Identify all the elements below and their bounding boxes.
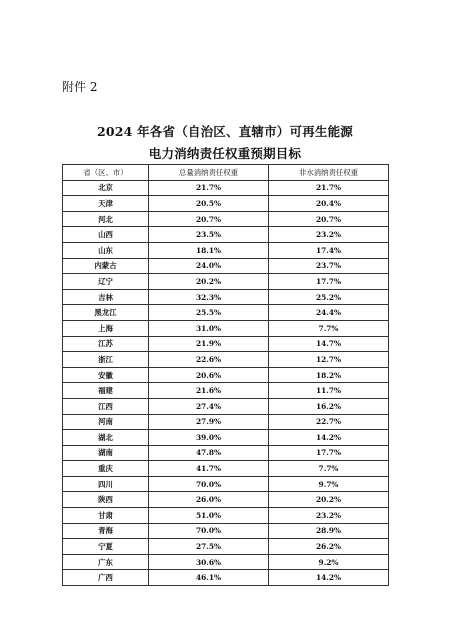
cell-province: 湖北 xyxy=(63,430,149,446)
document-title-line1: 2024 年各省（自治区、直辖市）可再生能源 xyxy=(96,124,354,139)
table-row xyxy=(63,414,389,430)
header-province: 省（区、市） xyxy=(63,165,149,181)
table-row xyxy=(63,523,389,539)
cell-nonhydro-weight: 20.4% xyxy=(269,196,389,212)
table-row xyxy=(63,196,389,212)
table-row xyxy=(63,539,389,555)
table-row xyxy=(63,320,389,336)
cell-nonhydro-weight: 20.2% xyxy=(269,492,389,508)
cell-nonhydro-weight: 22.7% xyxy=(269,414,389,430)
cell-province: 山东 xyxy=(63,242,149,258)
cell-province: 安徽 xyxy=(63,367,149,383)
cell-total-weight: 30.6% xyxy=(149,554,269,570)
cell-total-weight: 20.5% xyxy=(149,196,269,212)
quota-table xyxy=(62,164,389,586)
cell-total-weight: 23.5% xyxy=(149,227,269,243)
cell-province: 宁夏 xyxy=(63,539,149,555)
cell-province: 陕西 xyxy=(63,492,149,508)
cell-total-weight: 39.0% xyxy=(149,430,269,446)
table-row xyxy=(63,398,389,414)
table-row xyxy=(63,289,389,305)
cell-total-weight: 41.7% xyxy=(149,461,269,477)
cell-nonhydro-weight: 24.4% xyxy=(269,305,389,321)
cell-nonhydro-weight: 17.4% xyxy=(269,242,389,258)
table-row xyxy=(63,554,389,570)
cell-province: 吉林 xyxy=(63,289,149,305)
table-row xyxy=(63,258,389,274)
cell-total-weight: 20.7% xyxy=(149,211,269,227)
table-body xyxy=(63,180,389,585)
cell-province: 福建 xyxy=(63,383,149,399)
cell-nonhydro-weight: 23.7% xyxy=(269,258,389,274)
table-row xyxy=(63,383,389,399)
header-nonhydro-weight: 非水消纳责任权重 xyxy=(269,165,389,181)
cell-nonhydro-weight: 16.2% xyxy=(269,398,389,414)
cell-province: 广东 xyxy=(63,554,149,570)
cell-total-weight: 18.1% xyxy=(149,242,269,258)
cell-nonhydro-weight: 12.7% xyxy=(269,352,389,368)
cell-nonhydro-weight: 7.7% xyxy=(269,461,389,477)
table-row xyxy=(63,242,389,258)
cell-province: 河南 xyxy=(63,414,149,430)
cell-province: 山西 xyxy=(63,227,149,243)
cell-province: 甘肃 xyxy=(63,508,149,524)
cell-total-weight: 21.6% xyxy=(149,383,269,399)
attachment-label: 附件 2 xyxy=(62,80,98,94)
cell-total-weight: 21.9% xyxy=(149,336,269,352)
cell-nonhydro-weight: 23.2% xyxy=(269,508,389,524)
cell-province: 河北 xyxy=(63,211,149,227)
cell-nonhydro-weight: 9.2% xyxy=(269,554,389,570)
cell-total-weight: 47.8% xyxy=(149,445,269,461)
cell-province: 浙江 xyxy=(63,352,149,368)
table-row xyxy=(63,367,389,383)
cell-nonhydro-weight: 17.7% xyxy=(269,445,389,461)
cell-nonhydro-weight: 28.9% xyxy=(269,523,389,539)
document-title-line2: 电力消纳责任权重预期目标 xyxy=(148,146,302,161)
cell-nonhydro-weight: 20.7% xyxy=(269,211,389,227)
cell-total-weight: 70.0% xyxy=(149,476,269,492)
cell-province: 四川 xyxy=(63,476,149,492)
table-row xyxy=(63,352,389,368)
cell-total-weight: 51.0% xyxy=(149,508,269,524)
cell-total-weight: 24.0% xyxy=(149,258,269,274)
cell-province: 天津 xyxy=(63,196,149,212)
table-row xyxy=(63,180,389,196)
table-row xyxy=(63,430,389,446)
cell-nonhydro-weight: 14.7% xyxy=(269,336,389,352)
cell-nonhydro-weight: 21.7% xyxy=(269,180,389,196)
cell-province: 重庆 xyxy=(63,461,149,477)
cell-province: 北京 xyxy=(63,180,149,196)
cell-nonhydro-weight: 26.2% xyxy=(269,539,389,555)
cell-total-weight: 27.9% xyxy=(149,414,269,430)
cell-nonhydro-weight: 23.2% xyxy=(269,227,389,243)
cell-nonhydro-weight: 14.2% xyxy=(269,430,389,446)
cell-total-weight: 27.5% xyxy=(149,539,269,555)
cell-total-weight: 31.0% xyxy=(149,320,269,336)
cell-total-weight: 22.6% xyxy=(149,352,269,368)
cell-total-weight: 25.5% xyxy=(149,305,269,321)
cell-total-weight: 27.4% xyxy=(149,398,269,414)
cell-total-weight: 20.2% xyxy=(149,274,269,290)
table-row xyxy=(63,476,389,492)
cell-province: 江西 xyxy=(63,398,149,414)
table-row xyxy=(63,492,389,508)
cell-province: 辽宁 xyxy=(63,274,149,290)
cell-nonhydro-weight: 14.2% xyxy=(269,570,389,586)
cell-total-weight: 26.0% xyxy=(149,492,269,508)
cell-province: 江苏 xyxy=(63,336,149,352)
cell-province: 青海 xyxy=(63,523,149,539)
table-row xyxy=(63,305,389,321)
cell-nonhydro-weight: 7.7% xyxy=(269,320,389,336)
cell-province: 广西 xyxy=(63,570,149,586)
table-row xyxy=(63,461,389,477)
table-row xyxy=(63,508,389,524)
cell-nonhydro-weight: 9.7% xyxy=(269,476,389,492)
cell-nonhydro-weight: 11.7% xyxy=(269,383,389,399)
cell-nonhydro-weight: 17.7% xyxy=(269,274,389,290)
cell-total-weight: 46.1% xyxy=(149,570,269,586)
cell-province: 内蒙古 xyxy=(63,258,149,274)
cell-province: 黑龙江 xyxy=(63,305,149,321)
cell-total-weight: 32.3% xyxy=(149,289,269,305)
header-total-weight: 总量消纳责任权重 xyxy=(149,165,269,181)
table-row xyxy=(63,336,389,352)
table-header-row xyxy=(63,165,389,181)
cell-province: 上海 xyxy=(63,320,149,336)
cell-nonhydro-weight: 18.2% xyxy=(269,367,389,383)
cell-total-weight: 70.0% xyxy=(149,523,269,539)
cell-nonhydro-weight: 25.2% xyxy=(269,289,389,305)
table-row xyxy=(63,211,389,227)
table-row xyxy=(63,274,389,290)
table-row xyxy=(63,570,389,586)
cell-total-weight: 21.7% xyxy=(149,180,269,196)
table-row xyxy=(63,445,389,461)
cell-province: 湖南 xyxy=(63,445,149,461)
table-row xyxy=(63,227,389,243)
cell-total-weight: 20.6% xyxy=(149,367,269,383)
